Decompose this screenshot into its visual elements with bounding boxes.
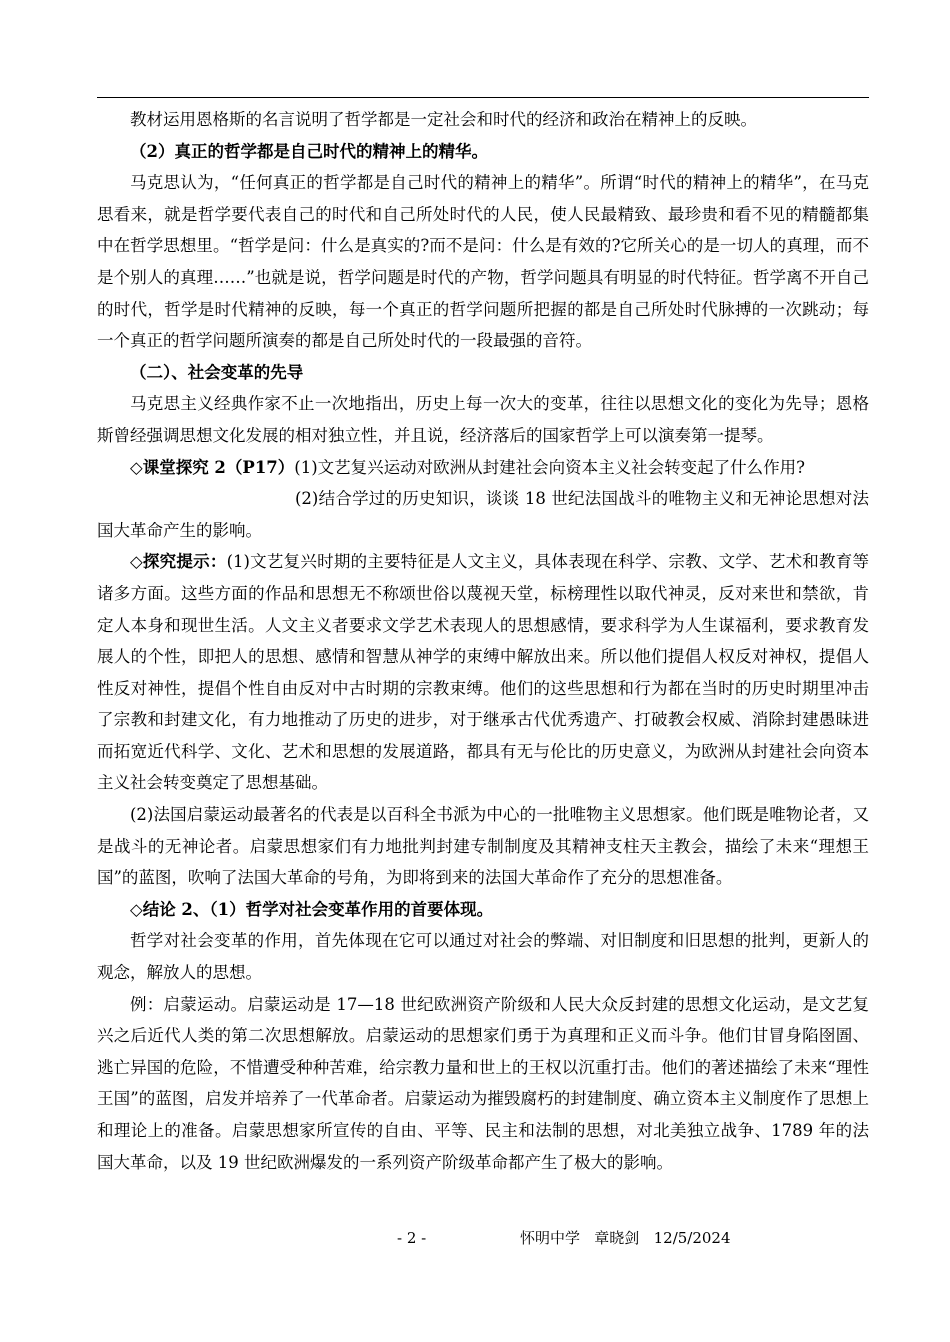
paragraph	[97, 452, 869, 484]
page-number: - 2 -	[397, 1229, 427, 1247]
paragraph-text: (1)文艺复兴时期的主要特征是人文主义，具体表现在科学、宗教、文学、艺术和教育等诸多方面。这些方面的作品和思想无不称颂世俗以蔑视天堂，标榜理性以取代神灵，反对来世和禁欲，肯定人本身和现世生活。人文主义者要求文学艺术表现人的思想感情，要求科学为人生谋福利，要求教育发展人的个性，即把人的思想、感情和智慧从神学的束缚中解放出来。所以他们提倡人权反对神权，提倡人性反对神性，提倡个性自由反对中古时期的宗教束缚。他们的这些思想和行为都在当时的历史时期里冲击了宗教和封建文化，有力地推动了历史的进步，对于继承古代优秀遗产、打破教会权威、消除封建愚昧进而拓宽近代科学、文化、艺术和思想的发展道路，都具有无与伦比的历史意义，为欧洲从封建社会向资本主义社会转变奠定了思想基础。	[97, 552, 869, 793]
footer-meta: 怀明中学 章晓剑 12/5/2024	[520, 1229, 731, 1247]
paragraph: 哲学对社会变革的作用，首先体现在它可以通过对社会的弊端、对旧制度和旧思想的批判，更新人的观念，解放人的思想。	[97, 931, 869, 983]
paragraph: 马克思主义经典作家不止一次地指出，历史上每一次大的变革，往往以思想文化的变化为先导；恩格斯曾经强调思想文化发展的相对独立性，并且说，经济落后的国家哲学上可以演奏第一提琴。	[97, 394, 869, 445]
paragraph: 马克思认为，“任何真正的哲学都是自己时代的精神上的精华”。所谓“时代的精神上的精华”，在马克思看来，就是哲学要代表自己的时代和自己所处时代的人民，使人民最精致、最珍贵和看不见的精髓都集中在哲学思想里。“哲学是问：什么是真实的?而不是问：什么是有效的?它所关心的是一切人的真理，而不是个别人的真理……”也就是说，哲学问题是时代的产物，哲学问题具有明显的时代特征。哲学离不开自己的时代，哲学是时代精神的反映，每一个真正的哲学问题所把握的都是自己所处时代脉搏的一次跳动；每一个真正的哲学问题所演奏的都是自己所处时代的一段最强的音符。	[97, 173, 869, 351]
paragraph: (2)结合学过的历史知识，谈谈 18 世纪法国战斗的唯物主义和无神论思想对法国大革命产生的影响。	[97, 489, 869, 540]
bold-lead: ◇探究提示：	[130, 552, 227, 572]
page-footer	[0, 1226, 950, 1250]
document-body	[97, 104, 869, 1178]
paragraph: (2)法国启蒙运动最著名的代表是以百科全书派为中心的一批唯物主义思想家。他们既是唯物论者，又是战斗的无神论者。启蒙思想家们有力地批判封建专制制度及其精神支柱天主教会，描绘了未来“理想王国”的蓝图，吹响了法国大革命的号角，为即将到来的法国大革命作了充分的思想准备。	[97, 805, 869, 888]
paragraph: 例：启蒙运动。启蒙运动是 17—18 世纪欧洲资产阶级和人民大众反封建的思想文化运动，是文艺复兴之后近代人类的第二次思想解放。启蒙运动的思想家们勇于为真理和正义而斗争。他们甘冒身陷囹圄、逃亡异国的危险，不惜遭受种种苦难，给宗教力量和世上的王权以沉重打击。他们的著述描绘了未来“理性王国”的蓝图，启发并培养了一代革命者。启蒙运动为摧毁腐朽的封建制度、确立资本主义制度作了思想上和理论上的准备。启蒙思想家所宣传的自由、平等、民主和法制的思想，对北美独立战争、1789 年的法国大革命，以及 19 世纪欧洲爆发的一系列资产阶级革命都产生了极大的影响。	[97, 994, 869, 1172]
section-heading: ◇结论 2、（1）哲学对社会变革作用的首要体现。	[130, 899, 494, 919]
section-heading: （2）真正的哲学都是自己时代的精神上的精华。	[130, 141, 488, 161]
section-heading: （二）、社会变革的先导	[130, 362, 304, 382]
paragraph	[97, 546, 869, 799]
header-rule	[97, 97, 869, 98]
paragraph-text: (1)文艺复兴运动对欧洲从封建社会向资本主义社会转变起了什么作用?	[294, 457, 806, 477]
paragraph: 教材运用恩格斯的名言说明了哲学都是一定社会和时代的经济和政治在精神上的反映。	[130, 110, 757, 129]
bold-lead: ◇课堂探究 2（P17）	[130, 457, 295, 477]
